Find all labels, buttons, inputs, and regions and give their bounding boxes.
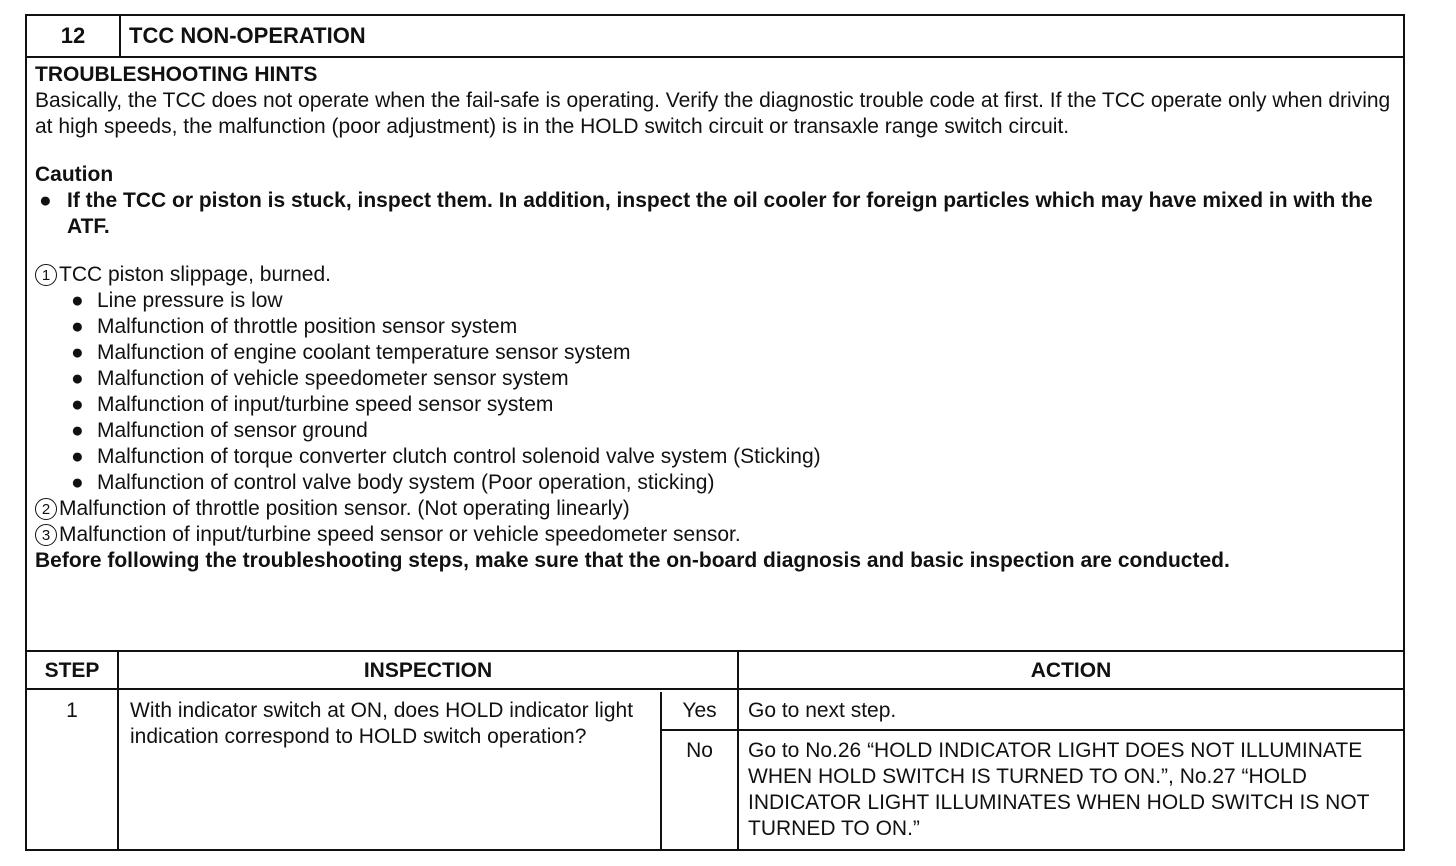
- circled-number-icon: 1: [35, 264, 57, 286]
- procedure-header: [27, 16, 1403, 58]
- sub-item-text: Malfunction of input/turbine speed sensor system: [97, 393, 554, 416]
- steps-table: [27, 650, 1403, 851]
- inspection-text: With indicator switch at ON, does HOLD indicator light indication correspond to HOLD switch operation?: [130, 699, 634, 748]
- bullet-icon: ●: [71, 341, 84, 364]
- circled-number-icon: 3: [35, 524, 57, 546]
- procedure-number: 12: [27, 16, 121, 56]
- bullet-icon: ●: [71, 367, 84, 390]
- header-action: ACTION: [1030, 659, 1112, 682]
- sub-item-text: Malfunction of vehicle speedometer sensor system: [97, 367, 569, 390]
- troubleshooting-hints: [35, 62, 1397, 574]
- before-note: Before following the troubleshooting steps, make sure that the on-board diagnosis and basic inspection are conducted.: [35, 549, 1230, 572]
- cause-text: TCC piston slippage, burned.: [59, 263, 331, 286]
- sub-item: [35, 288, 1397, 314]
- sub-item: [35, 392, 1397, 418]
- sub-item: [35, 470, 1397, 496]
- sub-item-text: Malfunction of throttle position sensor system: [97, 315, 518, 338]
- hints-heading: TROUBLESHOOTING HINTS: [35, 63, 318, 86]
- bullet-icon: ●: [71, 393, 84, 416]
- cause-text: Malfunction of throttle position sensor. (Not operating linearly): [59, 497, 630, 520]
- no-action: Go to No.26 “HOLD INDICATOR LIGHT DOES NOT ILLUMINATE WHEN HOLD SWITCH IS TURNED TO ON.”, No.27 “HOLD INDICATOR LIGHT ILLUMINATES WHEN HOLD SWITCH IS NOT TURNED TO ON.”: [748, 739, 1370, 840]
- procedure-frame: [25, 14, 1405, 851]
- no-label: No: [686, 739, 713, 762]
- bullet-icon: ●: [71, 445, 84, 468]
- yes-action: Go to next step.: [748, 699, 897, 722]
- sub-item-text: Line pressure is low: [97, 289, 283, 312]
- cause-text: Malfunction of input/turbine speed sensor or vehicle speedometer sensor.: [59, 523, 741, 546]
- cause-item: [35, 496, 1397, 522]
- bullet-icon: ●: [71, 471, 84, 494]
- sub-item-text: Malfunction of engine coolant temperature sensor system: [97, 341, 631, 364]
- sub-item-text: Malfunction of torque converter clutch control solenoid valve system (Sticking): [97, 445, 821, 468]
- yes-label: Yes: [682, 699, 717, 722]
- circled-number-icon: 2: [35, 498, 57, 520]
- header-step: STEP: [44, 659, 100, 682]
- caution-text: If the TCC or piston is stuck, inspect them. In addition, inspect the oil cooler for foreign particles which may have mixed in with the ATF.: [67, 189, 1373, 238]
- step-number: 1: [66, 699, 78, 722]
- bullet-icon: ●: [71, 419, 84, 442]
- procedure-title: TCC NON-OPERATION: [129, 23, 366, 48]
- bullet-icon: ●: [71, 315, 84, 338]
- caution-item: [35, 188, 1397, 240]
- sub-item-text: Malfunction of control valve body system (Poor operation, sticking): [97, 471, 715, 494]
- sub-item: [35, 366, 1397, 392]
- header-inspection: INSPECTION: [363, 659, 493, 682]
- hints-body: Basically, the TCC does not operate when the fail-safe is operating. Verify the diagnostic trouble code at first. If the TCC operate only when driving at high speeds, the malfunction (poor adjustment) is in the HOLD switch circuit or transaxle range switch circuit.: [35, 89, 1391, 138]
- sub-item: [35, 340, 1397, 366]
- cause-item: [35, 262, 1397, 288]
- caution-heading: Caution: [35, 163, 114, 186]
- sub-item: [35, 418, 1397, 444]
- sub-item: [35, 444, 1397, 470]
- cause-item: [35, 522, 1397, 548]
- bullet-icon: ●: [39, 189, 52, 212]
- bullet-icon: ●: [71, 289, 84, 312]
- sub-item-text: Malfunction of sensor ground: [97, 419, 368, 442]
- sub-item: [35, 314, 1397, 340]
